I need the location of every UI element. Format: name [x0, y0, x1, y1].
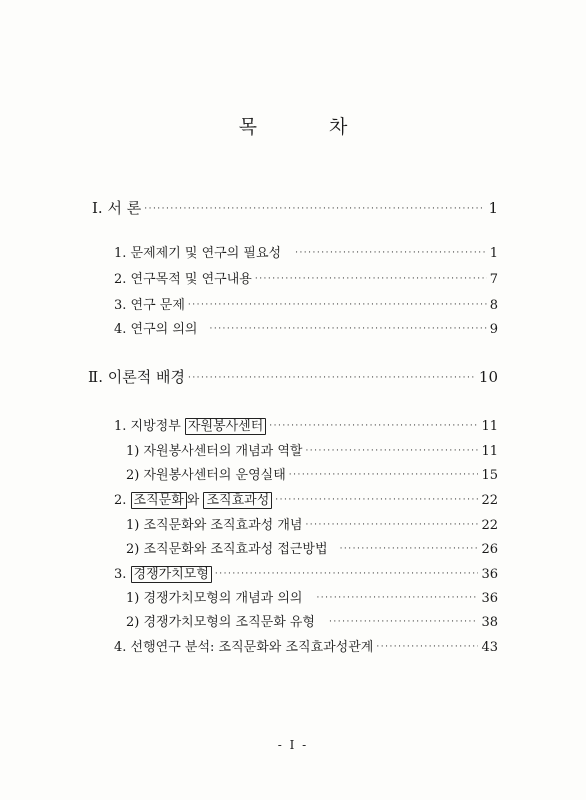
handwritten-box-mark: 조직문화 [131, 492, 187, 509]
toc-label: 1) 조직문화와 조직효과성 개념 [126, 518, 303, 533]
toc-section-2-4[interactable] [114, 636, 498, 655]
toc-subsection-2-3-2[interactable] [126, 611, 498, 630]
toc-label: 1. 지방정부 자원봉사센터 [114, 415, 266, 434]
toc-leader [340, 544, 479, 554]
toc-page: 43 [481, 640, 498, 655]
handwritten-box-mark: 경쟁가치모형 [131, 566, 212, 583]
toc-leader [316, 593, 478, 603]
toc-page: 11 [481, 444, 498, 459]
toc-leader [269, 421, 478, 431]
toc-label: Ⅱ. 이론적 배경 [88, 368, 185, 386]
toc-page: 26 [481, 542, 498, 557]
toc-page: 1 [489, 246, 498, 261]
toc-section-2-3[interactable] [114, 563, 498, 582]
toc-subsection-2-1-2[interactable] [126, 464, 498, 483]
page-number-footer: - I - [277, 738, 309, 752]
handwritten-box-mark: 자원봉사센터 [185, 418, 266, 435]
toc-section-1-2[interactable] [114, 268, 498, 287]
toc-leader [376, 642, 478, 652]
toc-leader [144, 204, 485, 214]
toc-page: 8 [489, 298, 498, 313]
toc-leader [305, 520, 478, 530]
toc-leader [305, 446, 478, 456]
toc-section-1-4[interactable] [114, 318, 498, 337]
toc-label: 3. 경쟁가치모형 [114, 563, 212, 582]
toc-leader [289, 470, 479, 480]
toc-leader [188, 373, 476, 383]
toc-subsection-2-1-1[interactable] [126, 440, 498, 459]
toc-label: 2. 조직문화 와 조직효과성 [114, 489, 272, 508]
toc-label: 2. 연구목적 및 연구내용 [114, 272, 252, 287]
toc-page: 22 [481, 493, 498, 508]
toc-chapter-2[interactable] [88, 366, 498, 387]
toc-label: 3. 연구 문제 [114, 298, 185, 313]
toc-subsection-2-3-1[interactable] [126, 587, 498, 606]
toc-label: 1) 경쟁가치모형의 개념과 의의 [126, 591, 303, 606]
toc-page: 15 [481, 468, 498, 483]
title-right: 차 [329, 116, 348, 138]
title-left: 목 [238, 116, 257, 138]
toc-page: 36 [481, 591, 498, 606]
toc-page: 38 [481, 615, 498, 630]
toc-leader [209, 324, 486, 334]
page-title [0, 112, 586, 139]
toc-page: 10 [478, 368, 498, 386]
toc-page: 22 [481, 518, 498, 533]
toc-label: Ⅰ. 서 론 [92, 199, 142, 217]
toc-leader [329, 617, 478, 627]
toc-label: 2) 조직문화와 조직효과성 접근방법 [126, 542, 328, 557]
toc-leader [255, 274, 487, 284]
toc-label: 1. 문제제기 및 연구의 필요성 [114, 246, 282, 261]
toc-page: 1 [488, 199, 498, 217]
toc-label: 4. 연구의 의의 [114, 322, 198, 337]
toc-section-2-2[interactable] [114, 489, 498, 508]
toc-leader [188, 300, 487, 310]
toc-section-1-1[interactable] [114, 242, 498, 261]
toc-page: 36 [481, 567, 498, 582]
toc-chapter-1[interactable] [92, 197, 498, 218]
toc-leader [275, 495, 478, 505]
toc-page: 11 [481, 419, 498, 434]
toc-label: 1) 자원봉사센터의 개념과 역할 [126, 444, 303, 459]
toc-section-2-1[interactable] [114, 415, 498, 434]
toc-leader [215, 569, 479, 579]
toc-leader [295, 248, 487, 258]
toc-page: 9 [489, 322, 498, 337]
toc-subsection-2-2-1[interactable] [126, 514, 498, 533]
toc-label: 2) 자원봉사센터의 운영실태 [126, 468, 286, 483]
toc-subsection-2-2-2[interactable] [126, 538, 498, 557]
toc-label: 2) 경쟁가치모형의 조직문화 유형 [126, 615, 315, 630]
toc-section-1-3[interactable] [114, 294, 498, 313]
toc-label: 4. 선행연구 분석: 조직문화와 조직효과성관계 [114, 640, 374, 655]
handwritten-box-mark: 조직효과성 [203, 492, 272, 509]
toc-page: 7 [489, 272, 498, 287]
